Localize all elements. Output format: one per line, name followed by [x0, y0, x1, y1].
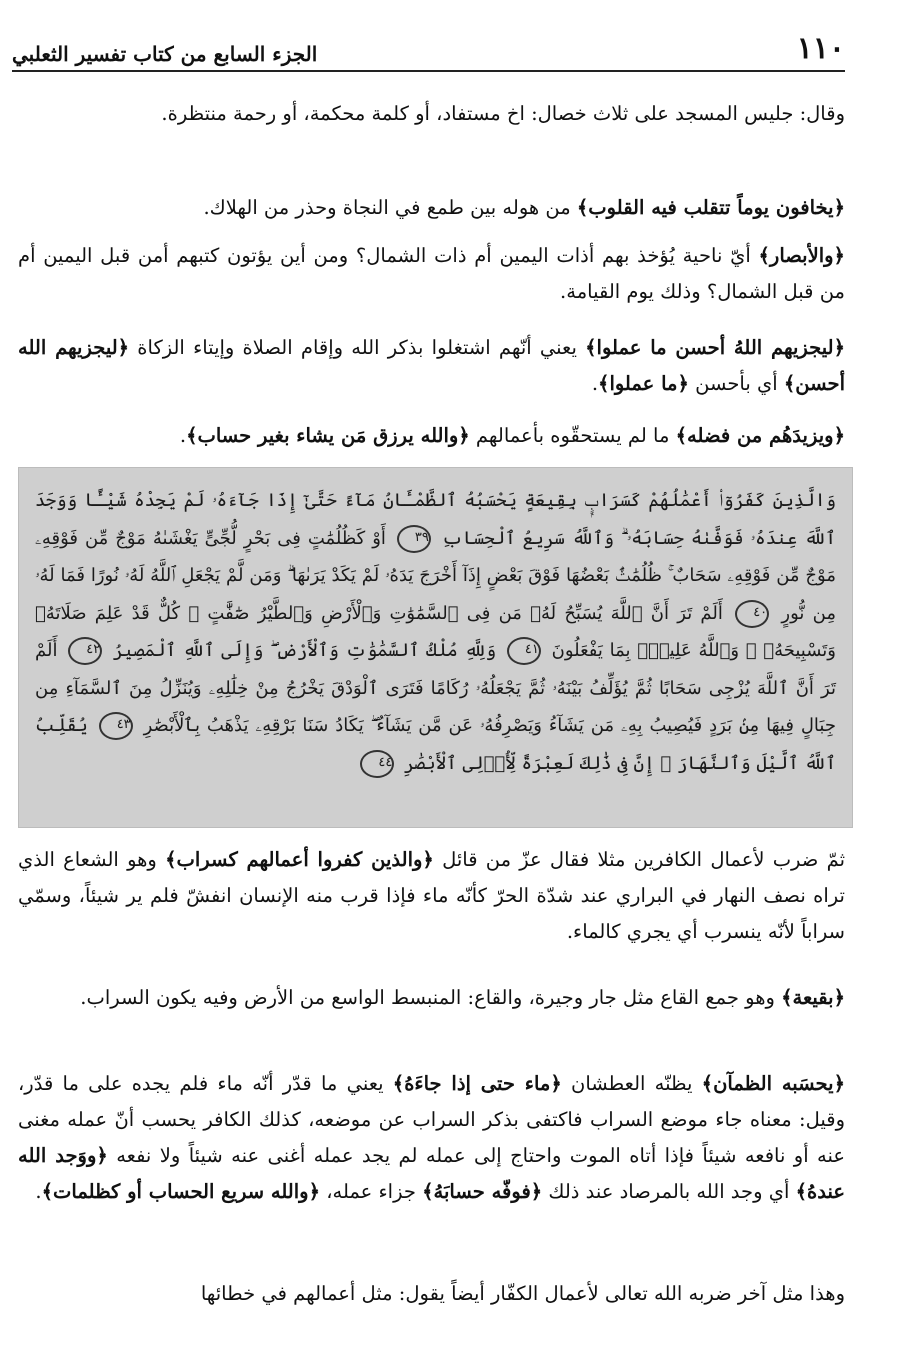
- paragraph-9: [18, 1276, 845, 1312]
- quran-quote: ﴿ليجزيهم اللهُ أحسن ما عملوا﴾: [585, 336, 845, 359]
- quran-quote: ﴿بقيعة﴾: [781, 986, 845, 1009]
- quran-quote: ﴿والله سريع الحساب أو كظلمات﴾: [41, 1180, 320, 1203]
- paragraph-text: من هوله بين طمع في النجاة وحذر من الهلاك.: [203, 196, 577, 219]
- running-title: الجزء السابع من كتاب تفسير الثعلبي: [12, 42, 318, 66]
- paragraph-text: وهو الشعاع الذي تراه نصف النهار في البراري عند شدّة الحرّ كأنّه ماء فإذا قرب منه الإنسان انفشّ فلم ير شيئاً، وسمّي سراباً لأنّه ينسرب أي يجري كالماء.: [18, 848, 845, 943]
- quran-quote: ﴿فوفّه حسابَهُ﴾: [422, 1180, 543, 1203]
- page-header: [12, 30, 845, 72]
- paragraph-text: أي بأحسن: [688, 372, 784, 395]
- paragraph-text: ما لم يستحقّوه بأعمالهم: [469, 424, 676, 447]
- paragraph-text: أي وجد الله بالمرصاد عند ذلك: [542, 1180, 796, 1203]
- quran-quote: ﴿ويزيدَهُم من فضله﴾: [675, 424, 845, 447]
- paragraph-6: [18, 842, 845, 950]
- paragraph-text: يعني أنّهم اشتغلوا بذكر الله وإقام الصلاة وإيتاء الزكاة: [129, 336, 586, 359]
- verse-number-42: ٤٢: [68, 637, 102, 665]
- paragraph-text: ثمّ ضرب لأعمال الكافرين مثلا فقال عزّ من قائل: [433, 848, 846, 871]
- paragraph-text: .: [35, 1180, 42, 1203]
- verse-40-text: أَوْ كَظُلُمَٰتٍ فِى بَحْرٍ لُّجِّىٍّ يَغْشَىٰهُ مَوْجٌ مِّن فَوْقِهِۦ مَوْجٌ مِّن فَوْقِهِۦ سَحَابٌ ۚ ظُلُمَٰتٌۢ بَعْضُهَا فَوْقَ بَعْضٍ إِذَآ أَخْرَجَ يَدَهُۥ لَمْ يَكَدْ يَرَىٰهَا ۗ وَمَن لَّمْ يَجْعَلِ ٱللَّهُ لَهُۥ نُورًا فَمَا لَهُۥ مِن نُّورٍ: [35, 527, 836, 624]
- paragraph-text: وهو جمع القاع مثل جار وجيرة، والقاع: المنبسط الواسع من الأرض وفيه يكون السراب.: [80, 986, 782, 1009]
- paragraph-1: [18, 96, 845, 132]
- verse-42-text: وَلِلَّهِ مُلْكُ ٱلسَّمَٰوَٰتِ وَٱلْأَرْضِ ۖ وَإِلَى ٱللَّهِ ٱلْمَصِيرُ: [112, 640, 497, 661]
- paragraph-text: يعني ما قدّر أنّه ماء فلم يجده على ما قدّر، وقيل: معناه جاء موضع السراب فاكتفى بذكر السراب عن موضعه، كذلك الكافر يحسب أنّ عمله مغنى عنه أو نافعه شيئاً فإذا أتاه الموت واحتاج إلى عمله لم يجد عمله أغنى عنه شيئاً ولا نفعه: [18, 1072, 845, 1167]
- verse-number-43: ٤٣: [99, 712, 133, 740]
- verse-41-text: أَلَمْ تَرَ أَنَّ ٱللَّهَ يُسَبِّحُ لَهُۥ مَن فِى ٱلسَّمَٰوَٰتِ وَٱلْأَرْضِ وَٱلطَّيْرُ صَٰٓفَّٰتٍ ۖ كُلٌّ قَدْ عَلِمَ صَلَاتَهُۥ وَتَسْبِيحَهُۥ ۗ وَٱللَّهُ عَلِيمٌۢ بِمَا يَفْعَلُونَ: [35, 602, 836, 661]
- quran-quote: ﴿والأبصار﴾: [758, 244, 845, 267]
- quran-quote: ﴿يخافون يوماً تتقلب فيه القلوب﴾: [576, 196, 845, 219]
- paragraph-text: .: [591, 372, 599, 395]
- verse-number-40: ٤٠: [735, 600, 769, 628]
- verse-number-39: ٣٩: [397, 525, 431, 553]
- paragraph-4: [18, 330, 845, 402]
- page-number: ١١٠: [796, 31, 845, 66]
- verse-number-41: ٤١: [507, 637, 541, 665]
- paragraph-text: وهذا مثل آخر ضربه الله تعالى لأعمال الكفّار أيضاً يقول: مثل أعمالهم في خطائها: [200, 1282, 845, 1305]
- verse-43-text: أَلَمْ تَرَ أَنَّ ٱللَّهَ يُزْجِى سَحَابًا ثُمَّ يُؤَلِّفُ بَيْنَهُۥ ثُمَّ يَجْعَلُهُۥ رُكَامًا فَتَرَى ٱلْوَدْقَ يَخْرُجُ مِنْ خِلَٰلِهِۦ وَيُنَزِّلُ مِنَ ٱلسَّمَآءِ مِن جِبَالٍ فِيهَا مِنۢ بَرَدٍ فَيُصِيبُ بِهِۦ مَن يَشَآءُ وَيَصْرِفُهُۥ عَن مَّن يَشَآءُ ۖ يَكَادُ سَنَا بَرْقِهِۦ يَذْهَبُ بِٱلْأَبْصَٰرِ: [35, 640, 836, 736]
- paragraph-text: يظنّه العطشان: [561, 1072, 702, 1095]
- quran-quote: ﴿والذين كفروا أعمالهم كسراب﴾: [165, 848, 434, 871]
- quran-quote: ﴿ليجزيهم الله أحسن﴾: [18, 336, 845, 395]
- paragraph-2: [18, 190, 845, 226]
- paragraph-5: [18, 418, 845, 454]
- quran-quote: ﴿ماء حتى إذا جاءَهُ﴾: [392, 1072, 562, 1095]
- paragraph-text: جزاء عمله،: [320, 1180, 423, 1203]
- verse-number-44: ٤٤: [360, 750, 394, 778]
- paragraph-text: وقال: جليس المسجد على ثلاث خصال: اخ مستفاد، أو كلمة محكمة، أو رحمة منتظرة.: [161, 102, 845, 125]
- paragraph-3: [18, 238, 845, 310]
- quran-quote: ﴿والله يرزق مَن يشاء بغير حساب﴾: [186, 424, 470, 447]
- quran-quote: ﴿ما عملوا﴾: [598, 372, 689, 395]
- verse-39-text: وَالَّذِينَ كَفَرُوٓا۟ أَعْمَٰلُهُمْ كَسَرَابٍۭ بِقِيعَةٍ يَحْسَبُهُ ٱلظَّمْـَٔانُ مَآءً حَتَّىٰٓ إِذَا جَآءَهُۥ لَمْ يَجِدْهُ شَيْـًٔا وَوَجَدَ ٱللَّهَ عِندَهُۥ فَوَفَّىٰهُ حِسَابَهُۥ ۗ وَٱللَّهُ سَرِيعُ ٱلْحِسَابِ: [35, 490, 836, 549]
- paragraph-text: .: [179, 424, 187, 447]
- quran-quote: ﴿ووَجد الله عندهُ﴾: [18, 1144, 845, 1203]
- verse-44-text: يُقَلِّبُ ٱللَّهُ ٱلَّيْلَ وَٱلنَّهَارَ ۚ إِنَّ فِى ذَٰلِكَ لَعِبْرَةً لِّأُو۟لِى ٱلْأَبْصَٰرِ: [35, 715, 836, 774]
- quran-verses-box: [18, 467, 853, 828]
- paragraph-text: أيّ ناحية يُؤخذ بهم أذات اليمين أم ذات الشمال؟ ومن أين يؤتون كتبهم أمن قبل اليمين أم من قبل الشمال؟ وذلك يوم القيامة.: [18, 244, 845, 303]
- quran-quote: ﴿يحسَبه الظمآن﴾: [701, 1072, 845, 1095]
- paragraph-7: [18, 980, 845, 1016]
- paragraph-8: [18, 1066, 845, 1210]
